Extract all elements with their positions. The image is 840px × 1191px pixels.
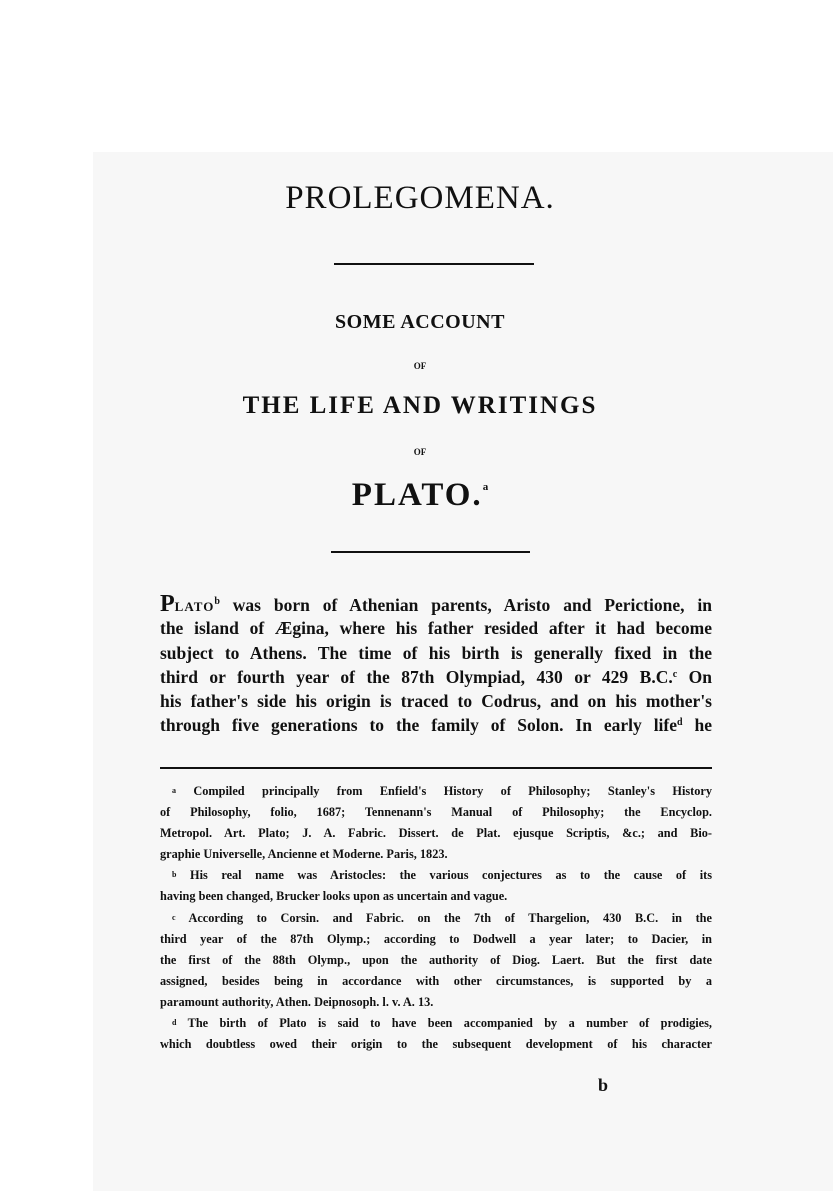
footnote-line: $^a$ Compiled principally from Enfield's History of Philosophy; Stanley's History [172, 784, 712, 798]
body-line: third or fourth year of the 87th Olympiad, 430 or 429 B.C.$^c$ On [160, 666, 713, 687]
body-line: his father's side his origin is traced to Codrus, and on his mother's [160, 691, 712, 712]
footnote-line: third year of the 87th Olymp.; according to Dodwell a year later; to Dacier, in [160, 931, 712, 946]
subtitle-some-account: SOME ACCOUNT [335, 311, 505, 333]
subtitle-rule [331, 551, 530, 553]
body-line: the island of Ægina, where his father resided after it had become [160, 618, 712, 639]
body-line: through five generations to the family of Solon. In early life$^d$ he [160, 715, 713, 736]
smallcaps-word: LATO [174, 599, 215, 614]
footnote-line: Metropol. Art. Plato; J. A. Fabric. Dissert. de Plat. ejusque Scriptis, &c.; and Bio- [160, 826, 712, 841]
title-rule [334, 263, 534, 265]
footnote-line: $^b$ His real name was Aristocles: the various conjectures as to the cause of its [172, 868, 712, 883]
body-line: subject to Athens. The time of his birth is generally fixed in the [160, 642, 712, 663]
subtitle-of-2: OF [413, 447, 427, 457]
footnote-line: of Philosophy, folio, 1687; Tennenann's Manual of Philosophy; the Encyclop. [160, 805, 712, 820]
body-line: PLATO$^b$ was born of Athenian parents, Aristo and Perictione, in [160, 591, 712, 617]
footnote-line: having been changed, Brucker looks upon as uncertain and vague. [160, 889, 508, 904]
footnotes [160, 781, 712, 1055]
footnote-line: graphie Universelle, Ancienne et Moderne. Paris, 1823. [160, 847, 448, 862]
footnote-line: which doubtless owed their origin to the subsequent development of his character [160, 1037, 712, 1052]
footnote-line: paramount authority, Athen. Deipnosoph. l. v. A. 13. [160, 994, 434, 1009]
footnote-line: $^d$ The birth of Plato is said to have been accompanied by a number of prodigies, [172, 1016, 712, 1031]
footnote-line: the first of the 88th Olymp., upon the authority of Diog. Laert. But the first date [160, 952, 712, 967]
footnote-mark-b: b [214, 596, 220, 607]
dropcap: P [160, 591, 175, 617]
footnote-rule [160, 767, 712, 769]
footnote-mark-d: d [677, 717, 683, 729]
signature-mark: b [598, 1075, 609, 1095]
subtitle-plato [0, 477, 840, 514]
plato-footnote-mark: a [482, 481, 489, 493]
subtitle-life-and-writings: THE LIFE AND WRITINGS [242, 392, 598, 419]
footnote-line: $^c$ According to Corsin. and Fabric. on the 7th of Thargelion, 430 B.C. in the [172, 910, 712, 925]
footnote-mark-c: c [672, 668, 678, 680]
page-title: PROLEGOMENA. [285, 180, 555, 216]
subtitle-of-1: OF [413, 361, 427, 371]
body-paragraph [160, 592, 712, 738]
footnote-line: assigned, besides being in accordance with other circumstances, is supported by a [160, 973, 712, 988]
plato-text: PLATO. [351, 477, 483, 513]
